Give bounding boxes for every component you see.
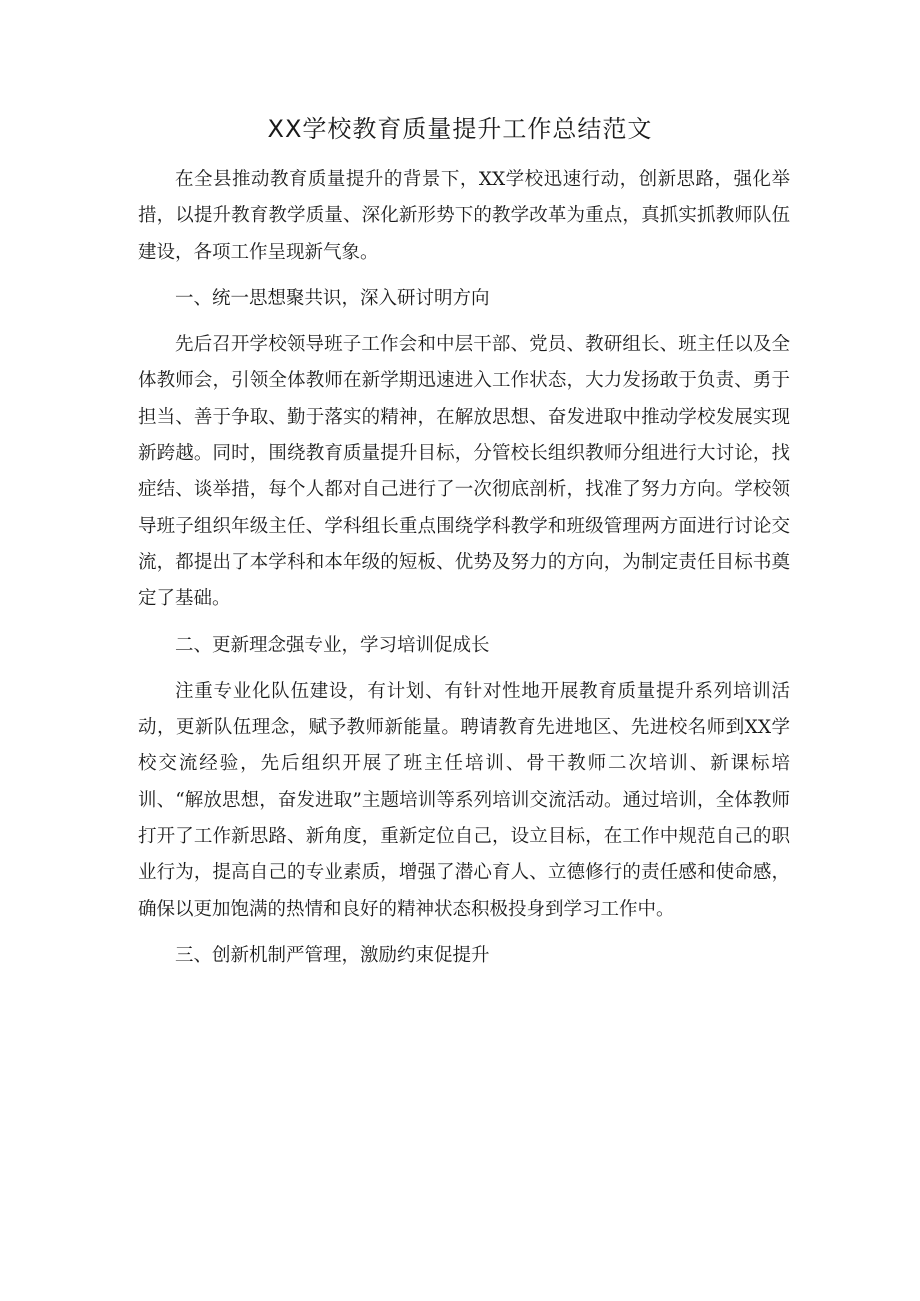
spacer [138,618,790,628]
document-body [138,162,790,974]
section-heading-3: 三、创新机制严管理，激励约束促提升 [175,944,490,966]
section-heading-1: 一、统一思想聚共识，深入研讨明方向 [175,287,490,309]
spacer [138,664,790,674]
spacer [138,928,790,938]
section-heading-2: 二、更新理念强专业，学习培训促成长 [175,634,490,656]
section-body-2: 注重专业化队伍建设，有计划、有针对性地开展教育质量提升系列培训活动，更新队伍理念，赋予教师新能量。聘请教育先进地区、先进校名师到XX学校交流经验，先后组织开展了班主任培训、骨干教师二次培训、新课标培训、“解放思想，奋发进取”主题培训等系列培训交流活动。通过培训，全体教师打开了工作新思路、新角度，重新定位自己，设立目标，在工作中规范自己的职业行为，提高自己的专业素质，增强了潜心育人、立德修行的责任感和使命感，确保以更加饱满的热情和良好的精神状态积极投身到学习工作中。 [138,680,790,920]
intro-paragraph: 在全县推动教育质量提升的背景下，XX学校迅速行动，创新思路，强化举措，以提升教育教学质量、深化新形势下的教学改革为重点，真抓实抓教师队伍建设，各项工作呈现新气象。 [138,169,790,263]
spacer [138,271,790,281]
spacer [138,317,790,327]
section-body-1: 先后召开学校领导班子工作会和中层干部、党员、教研组长、班主任以及全体教师会，引领全体教师在新学期迅速进入工作状态，大力发扬敢于负责、勇于担当、善于争取、勤于落实的精神，在解放思想、奋发进取中推动学校发展实现新跨越。同时，围绕教育质量提升目标，分管校长组织教师分组进行大讨论，找症结、谈举措，每个人都对自己进行了一次彻底剖析，找准了努力方向。学校领导班子组织年级主任、学科组长重点围绕学科教学和班级管理两方面进行讨论交流，都提出了本学科和本年级的短板、优势及努力的方向，为制定责任目标书奠定了基础。 [138,334,790,610]
document-title: XX学校教育质量提升工作总结范文 [267,115,653,143]
